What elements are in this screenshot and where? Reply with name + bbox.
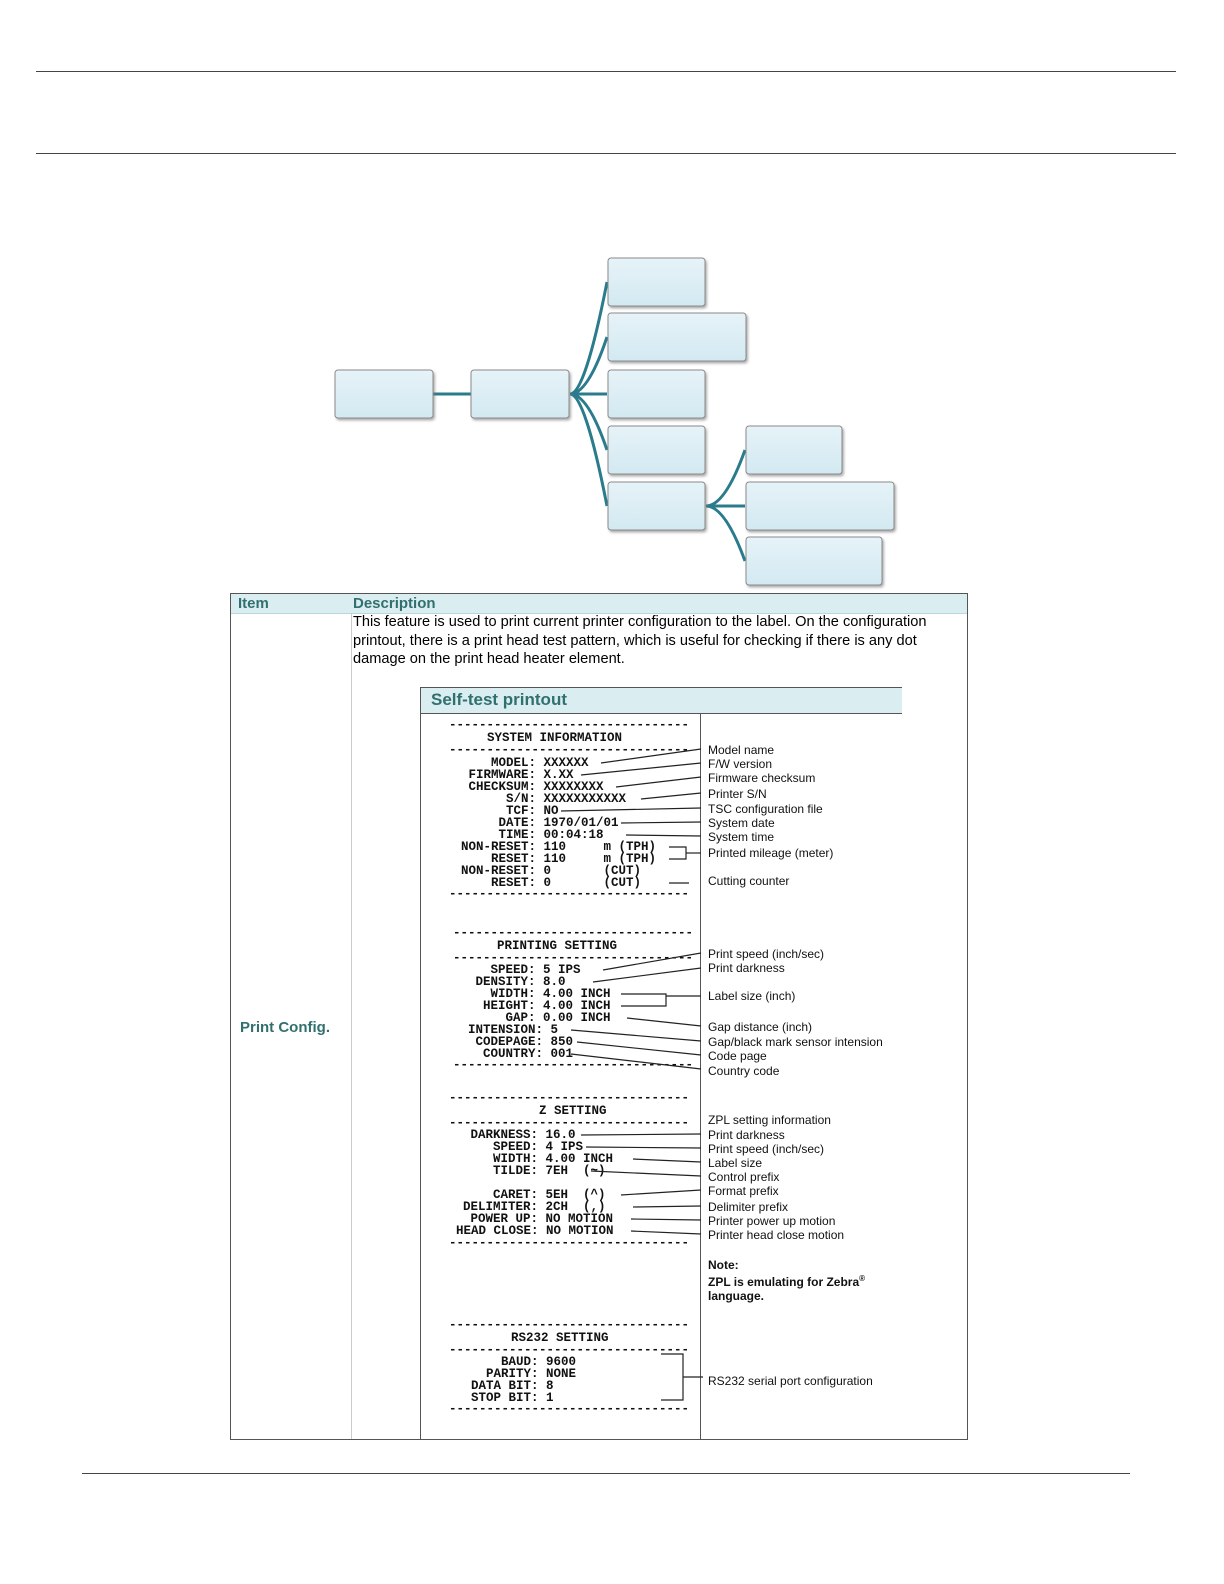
dash-line: --------------------------------: [453, 951, 694, 965]
table-header: [231, 594, 967, 614]
system-row-firmware: FIRMWARE: X.XX: [461, 768, 574, 782]
note-title: Note:: [708, 1258, 739, 1272]
z-row-head-close: HEAD CLOSE: NO MOTION: [456, 1224, 614, 1238]
note-registered-mark: ®: [859, 1274, 866, 1283]
rs232-row-parity: PARITY: NONE: [471, 1367, 577, 1381]
header-item: Item: [238, 595, 269, 612]
dash-line: --------------------------------: [449, 743, 690, 757]
printing-header: PRINTING SETTING: [497, 939, 618, 953]
tree-box-grandchild-3: [746, 537, 882, 585]
system-header: SYSTEM INFORMATION: [487, 731, 623, 745]
label-country-code: Country code: [708, 1064, 780, 1078]
z-row-tilde: TILDE: 7EH (~): [463, 1164, 606, 1178]
label-tsc-config: TSC configuration file: [708, 802, 823, 816]
printing-row-height: HEIGHT: 4.00 INCH: [468, 999, 611, 1013]
printing-row-codepage: CODEPAGE: 850: [468, 1035, 574, 1049]
z-row-speed: SPEED: 4 IPS: [463, 1140, 584, 1154]
z-row-power-up: POWER UP: NO MOTION: [463, 1212, 614, 1226]
tree-box-child-4: [608, 426, 705, 474]
tree-box-grandchild-2: [746, 482, 894, 530]
label-format-prefix: Format prefix: [708, 1184, 779, 1198]
label-print-darkness: Print darkness: [708, 961, 785, 975]
label-cutting-counter: Cutting counter: [708, 874, 790, 888]
rs232-row-stopbit: STOP BIT: 1: [471, 1391, 554, 1405]
tree-box-child-3: [608, 370, 705, 418]
label-printed-mileage: Printed mileage (meter): [708, 846, 834, 860]
label-head-close-motion: Printer head close motion: [708, 1228, 845, 1242]
note-line1: ZPL is emulating for Zebra: [708, 1275, 860, 1289]
dash-line: --------------------------------: [449, 1116, 690, 1130]
bottom-rule: [82, 1473, 1130, 1474]
z-row-darkness: DARKNESS: 16.0: [463, 1128, 576, 1142]
printing-row-country: COUNTRY: 001: [468, 1047, 574, 1061]
label-label-size: Label size (inch): [708, 989, 796, 1003]
tree-box-child-2: [608, 313, 746, 361]
z-header: Z SETTING: [539, 1104, 607, 1118]
label-z-darkness: Print darkness: [708, 1128, 785, 1142]
tree-box-level1: [471, 370, 569, 418]
label-firmware-checksum: Firmware checksum: [708, 771, 816, 785]
system-row-model: MODEL: XXXXXX: [461, 756, 589, 770]
description-text: This feature is used to print current printer configuration to the label. On the configuration printout, there is a print head test pattern, which is useful for checking if there is any dot damage on the print head heater element.: [353, 614, 927, 667]
system-row-nonreset-tph: NON-RESET: 110 m (TPH): [461, 840, 657, 854]
dash-line: --------------------------------: [453, 1058, 694, 1072]
item-name: Print Config.: [240, 1019, 330, 1036]
printing-row-density: DENSITY: 8.0: [468, 975, 566, 989]
note-line2: language.: [708, 1289, 765, 1303]
label-code-page: Code page: [708, 1049, 767, 1063]
label-power-up-motion: Printer power up motion: [708, 1214, 836, 1228]
dash-line: --------------------------------: [449, 1236, 690, 1250]
printing-row-speed: SPEED: 5 IPS: [468, 963, 581, 977]
system-row-date: DATE: 1970/01/01: [461, 816, 619, 830]
description-table: [230, 593, 968, 1440]
label-print-speed: Print speed (inch/sec): [708, 947, 825, 961]
label-control-prefix: Control prefix: [708, 1170, 780, 1184]
dash-line: --------------------------------: [449, 1091, 690, 1105]
dash-line: --------------------------------: [449, 1402, 690, 1416]
selftest-title: Self-test printout: [421, 687, 902, 714]
rs232-header: RS232 SETTING: [511, 1331, 609, 1345]
z-row-width: WIDTH: 4.00 INCH: [463, 1152, 614, 1166]
leader-lines: [421, 687, 971, 1439]
label-fw-version: F/W version: [708, 757, 773, 771]
label-rs232-config: RS232 serial port configuration: [708, 1374, 873, 1388]
label-zpl-info: ZPL setting information: [708, 1113, 831, 1127]
label-system-date: System date: [708, 816, 775, 830]
label-printer-sn: Printer S/N: [708, 787, 767, 801]
dash-line: --------------------------------: [449, 1318, 690, 1332]
selftest-figure: [420, 687, 970, 1439]
dash-line: --------------------------------: [453, 926, 694, 940]
system-row-time: TIME: 00:04:18: [461, 828, 604, 842]
tree-box-root: [335, 370, 433, 418]
printing-row-width: WIDTH: 4.00 INCH: [468, 987, 611, 1001]
menu-tree-diagram: [0, 0, 1224, 600]
system-row-checksum: CHECKSUM: XXXXXXXX: [461, 780, 604, 794]
system-row-sn: S/N: XXXXXXXXXXX: [461, 792, 627, 806]
tree-box-child-5: [608, 482, 705, 530]
label-system-time: System time: [708, 830, 775, 844]
dash-line: --------------------------------: [449, 887, 690, 901]
column-divider: [351, 613, 352, 1439]
z-row-delimiter: DELIMITER: 2CH (,): [463, 1200, 606, 1214]
label-sensor-intension: Gap/black mark sensor intension: [708, 1035, 883, 1049]
system-row-tcf: TCF: NO: [461, 804, 559, 818]
dash-line: --------------------------------: [449, 718, 690, 732]
tree-box-child-1: [608, 258, 705, 306]
label-z-speed: Print speed (inch/sec): [708, 1142, 825, 1156]
printing-row-gap: GAP: 0.00 INCH: [468, 1011, 611, 1025]
system-row-reset-tph: RESET: 110 m (TPH): [461, 852, 657, 866]
printing-row-intension: INTENSION: 5: [468, 1023, 559, 1037]
tree-box-grandchild-1: [746, 426, 842, 474]
rs232-row-baud: BAUD: 9600: [471, 1355, 577, 1369]
header-description: Description: [353, 595, 436, 612]
label-z-label-size: Label size: [708, 1156, 763, 1170]
z-row-caret: CARET: 5EH (^): [463, 1188, 606, 1202]
dash-line: --------------------------------: [449, 1343, 690, 1357]
system-row-nonreset-cut: NON-RESET: 0 (CUT): [461, 864, 642, 878]
rs232-row-databit: DATA BIT: 8: [471, 1379, 554, 1393]
system-row-reset-cut: RESET: 0 (CUT): [461, 876, 642, 890]
label-gap-distance: Gap distance (inch): [708, 1020, 813, 1034]
label-model-name: Model name: [708, 743, 775, 757]
label-delimiter-prefix: Delimiter prefix: [708, 1200, 789, 1214]
